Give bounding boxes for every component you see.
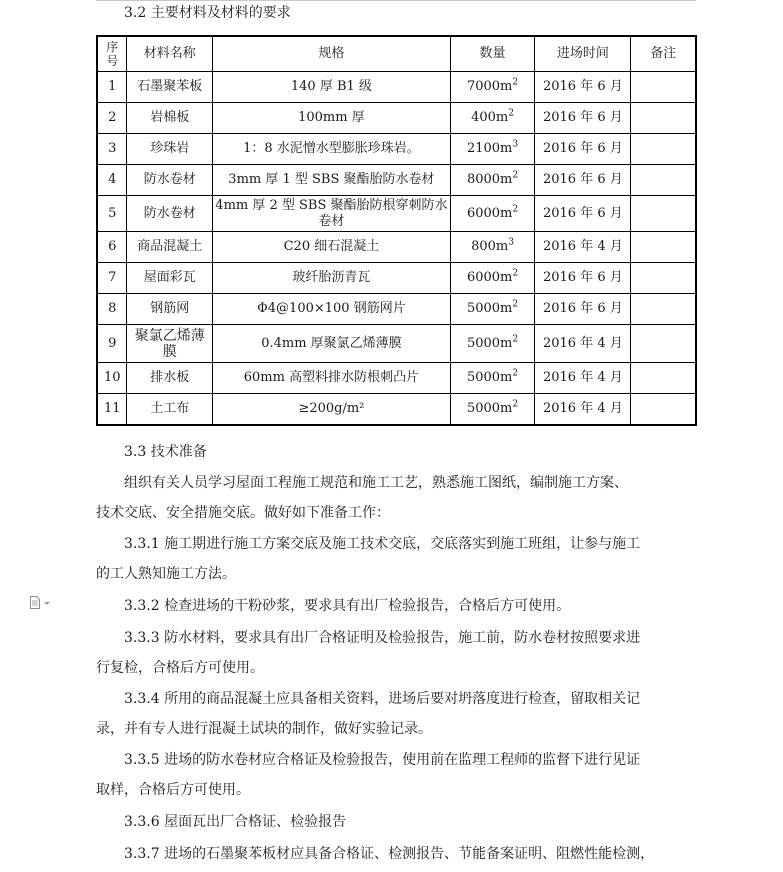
section-heading-3-3: 3.3 技术准备 xyxy=(124,444,207,460)
cell-time: 2016 年 4 月 xyxy=(535,394,631,425)
cell-time: 2016 年 6 月 xyxy=(535,103,631,134)
qty-value: 5000m xyxy=(466,370,513,385)
unit-exponent: 2 xyxy=(512,77,519,88)
cell-qty xyxy=(450,134,535,165)
cell-name: 聚氯乙烯薄膜 xyxy=(127,325,213,363)
table-row xyxy=(97,165,696,196)
cell-no: 11 xyxy=(97,394,127,425)
cell-spec: 100mm 厚 xyxy=(213,103,451,134)
cell-note xyxy=(631,165,696,196)
table-row xyxy=(97,394,696,425)
paragraph-line: 3.3.7 进场的石墨聚苯板材应具备合格证、检测报告、节能备案证明、阻燃性能检测， xyxy=(124,846,655,862)
paragraph-line: 技术交底、安全措施交底。做好如下准备工作： xyxy=(96,505,390,521)
unit-exponent: 2 xyxy=(512,299,519,310)
cell-time: 2016 年 4 月 xyxy=(535,232,631,263)
cell-note xyxy=(631,232,696,263)
unit-exponent: 2 xyxy=(512,170,519,181)
section-heading-3-2: 3.2 主要材料及材料的要求 xyxy=(124,5,291,21)
unit-exponent: 3 xyxy=(508,237,514,248)
header-name: 材料名称 xyxy=(127,36,213,72)
paragraph-line: 取样，合格后方可使用。 xyxy=(96,782,250,798)
cell-name: 土工布 xyxy=(127,394,213,425)
cell-note xyxy=(631,363,696,394)
cell-name: 珍珠岩 xyxy=(127,134,213,165)
qty-value: 6000m xyxy=(466,205,513,221)
header-no: 序 号 xyxy=(97,36,127,72)
unit-exponent: 2 xyxy=(512,204,519,215)
header-note: 备注 xyxy=(631,36,696,72)
cell-name: 石墨聚苯板 xyxy=(127,72,213,103)
cell-note xyxy=(631,196,696,232)
qty-value: 5000m xyxy=(466,400,513,416)
header-spec: 规格 xyxy=(213,36,451,72)
cell-time: 2016 年 6 月 xyxy=(535,72,631,103)
cell-no: 5 xyxy=(97,196,127,232)
paragraph-line: 3.3.5 进场的防水卷材应合格证及检验报告，使用前在监理工程师的监督下进行见证 xyxy=(124,752,641,768)
cell-no: 1 xyxy=(97,72,127,103)
table-row xyxy=(97,263,696,294)
table-row xyxy=(97,325,696,363)
cell-no: 7 xyxy=(97,263,127,294)
cell-name: 排水板 xyxy=(127,363,213,394)
paragraph-line: 3.3.6 屋面瓦出厂合格证、检验报告 xyxy=(124,814,347,830)
cell-qty xyxy=(450,363,535,394)
cell-spec: C20 细石混凝土 xyxy=(213,232,451,263)
cell-no: 4 xyxy=(97,165,127,196)
chevron-down-icon[interactable] xyxy=(44,602,50,605)
cell-time: 2016 年 4 月 xyxy=(535,325,631,363)
cell-no: 10 xyxy=(97,363,127,394)
cell-spec: Φ4@100×100 钢筋网片 xyxy=(213,294,451,325)
cell-qty xyxy=(450,394,535,425)
cell-name: 防水卷材 xyxy=(127,196,213,232)
cell-time: 2016 年 6 月 xyxy=(535,134,631,165)
paragraph-line: 的工人熟知施工方法。 xyxy=(96,566,236,582)
cell-qty xyxy=(450,263,535,294)
document-icon[interactable] xyxy=(30,596,40,609)
unit-exponent: 2 xyxy=(512,268,519,279)
cell-note xyxy=(631,325,696,363)
unit-exponent: 2 xyxy=(512,334,519,345)
cell-spec: 0.4mm 厚聚氯乙烯薄膜 xyxy=(213,325,451,363)
cell-note xyxy=(631,134,696,165)
cell-qty xyxy=(450,103,535,134)
cell-time: 2016 年 6 月 xyxy=(535,294,631,325)
table-row xyxy=(97,72,696,103)
cell-note xyxy=(631,72,696,103)
unit-exponent: 3 xyxy=(512,139,519,150)
cell-name: 屋面彩瓦 xyxy=(127,263,213,294)
cell-no: 2 xyxy=(97,103,127,134)
cell-qty xyxy=(450,325,535,363)
qty-value: 2100m xyxy=(466,141,513,156)
cell-spec: 140 厚 B1 级 xyxy=(213,72,451,103)
cell-spec: 1：8 水泥憎水型膨胀珍珠岩。 xyxy=(213,134,451,165)
cell-no: 3 xyxy=(97,134,127,165)
paragraph-line: 录，并有专人进行混凝土试块的制作，做好实验记录。 xyxy=(96,721,432,737)
table-body xyxy=(97,72,696,425)
page-top-edge xyxy=(96,0,696,1)
qty-value: 5000m xyxy=(466,301,513,316)
cell-name: 商品混凝土 xyxy=(127,232,213,263)
cell-time: 2016 年 6 月 xyxy=(535,196,631,232)
cell-note xyxy=(631,294,696,325)
cell-time: 2016 年 6 月 xyxy=(535,263,631,294)
qty-value: 5000m xyxy=(466,335,513,351)
table-row xyxy=(97,294,696,325)
cell-qty xyxy=(450,165,535,196)
cell-note xyxy=(631,394,696,425)
table-row xyxy=(97,196,696,232)
cell-spec: 3mm 厚 1 型 SBS 聚酯胎防水卷材 xyxy=(213,165,451,196)
paragraph-line: 行复检，合格后方可使用。 xyxy=(96,660,264,676)
qty-value: 400m xyxy=(471,110,509,125)
qty-value: 8000m xyxy=(466,172,513,187)
paragraph-line: 3.3.3 防水材料，要求具有出厂合格证明及检验报告，施工前，防水卷材按照要求进 xyxy=(124,630,641,646)
qty-value: 6000m xyxy=(466,270,513,285)
cell-qty xyxy=(450,196,535,232)
table-row xyxy=(97,232,696,263)
cell-spec: 玻纤胎沥青瓦 xyxy=(213,263,451,294)
unit-exponent: 2 xyxy=(512,399,519,410)
cell-name: 岩棉板 xyxy=(127,103,213,134)
cell-spec: 4mm 厚 2 型 SBS 聚酯胎防根穿刺防水卷材 xyxy=(213,196,451,232)
paragraph-line: 组织有关人员学习屋面工程施工规范和施工工艺，熟悉施工图纸，编制施工方案、 xyxy=(124,475,628,491)
header-time: 进场时间 xyxy=(535,36,631,72)
cell-time: 2016 年 4 月 xyxy=(535,363,631,394)
table-row xyxy=(97,103,696,134)
cell-no: 8 xyxy=(97,294,127,325)
cell-no: 6 xyxy=(97,232,127,263)
cell-time: 2016 年 6 月 xyxy=(535,165,631,196)
qty-value: 7000m xyxy=(466,79,513,94)
cell-name: 防水卷材 xyxy=(127,165,213,196)
cell-qty xyxy=(450,72,535,103)
header-qty: 数量 xyxy=(450,36,535,72)
unit-exponent: 2 xyxy=(508,108,514,119)
cell-qty xyxy=(450,294,535,325)
cell-qty xyxy=(450,232,535,263)
cell-no: 9 xyxy=(97,325,127,363)
cell-note xyxy=(631,263,696,294)
cell-spec: ≥200g/m² xyxy=(213,394,451,425)
paragraph-line: 3.3.2 检查进场的干粉砂浆，要求具有出厂检验报告，合格后方可使用。 xyxy=(124,598,571,614)
cell-spec: 60mm 高塑料排水防根刺凸片 xyxy=(213,363,451,394)
paragraph-line: 3.3.1 施工期进行施工方案交底及施工技术交底，交底落实到施工班组，让参与施工 xyxy=(124,536,641,552)
table-row xyxy=(97,134,696,165)
unit-exponent: 2 xyxy=(512,368,519,379)
cell-name: 钢筋网 xyxy=(127,294,213,325)
cell-note xyxy=(631,103,696,134)
qty-value: 800m xyxy=(471,239,509,254)
table-header-row xyxy=(97,36,696,72)
paragraph-line: 3.3.4 所用的商品混凝土应具备相关资料，进场后要对坍落度进行检查，留取相关记 xyxy=(124,691,641,707)
table-row xyxy=(97,363,696,394)
materials-table xyxy=(96,35,697,426)
